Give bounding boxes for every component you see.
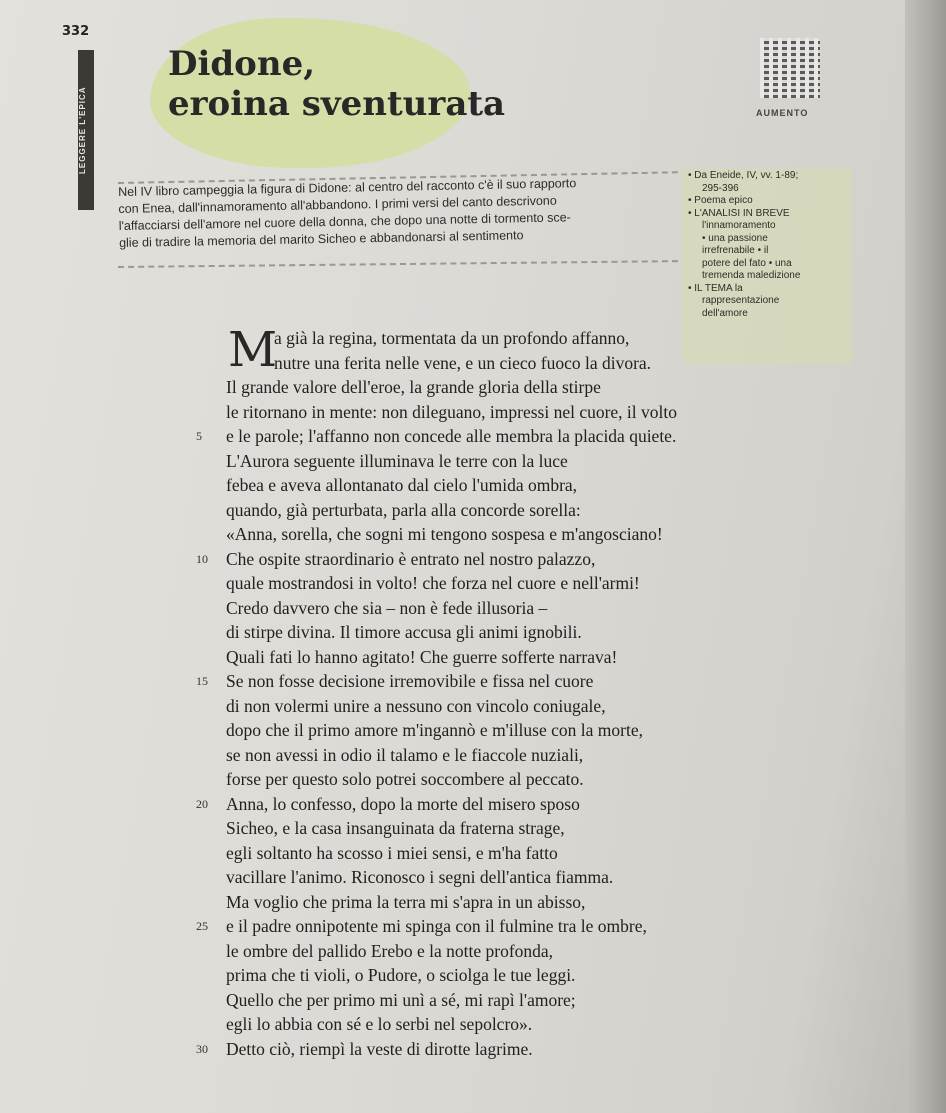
- line-number: 20: [196, 796, 208, 811]
- sidebar-note-line: rappresentazione: [702, 295, 780, 306]
- verse-line: prima che ti violi, o Pudore, o sciolga le tue leggi.: [226, 965, 576, 985]
- sidebar-note-line: • L'ANALISI IN BREVE: [688, 207, 790, 219]
- verse-line: le ritornano in mente: non dileguano, impressi nel cuore, il volto: [226, 401, 678, 422]
- verse-line: «Anna, sorella, che sogni mi tengono sospesa e m'angosciano!: [226, 524, 663, 544]
- sidebar-note-line: tremenda maledizione: [702, 270, 801, 281]
- sidebar-note-line: • una passione: [702, 232, 768, 244]
- section-strip: [78, 50, 94, 210]
- verse-line: quando, già perturbata, parla alla concorde sorella:: [226, 499, 581, 520]
- badge-label: AUMENTO: [756, 108, 809, 118]
- sidebar-note-line: potere del fato • una: [702, 257, 792, 269]
- verse-line: L'Aurora seguente illuminava le terre con la luce: [226, 450, 568, 471]
- verse-line: Credo davvero che sia – non è fede illusoria –: [226, 597, 548, 618]
- sidebar-note-line: 295-396: [702, 182, 739, 194]
- verse-line: Sicheo, e la casa insanguinata da fraterna strage,: [226, 818, 565, 838]
- drop-cap: M: [228, 322, 278, 378]
- verse-line: Ma voglio che prima la terra mi s'apra in un abisso,: [226, 891, 586, 912]
- sidebar-note-line: dell'amore: [702, 307, 748, 319]
- line-number: 5: [196, 429, 202, 443]
- verse-line: Quali fati lo hanno agitato! Che guerre sofferte narrava!: [226, 646, 618, 667]
- verse-line: nutre una ferita nelle vene, e un cieco fuoco la divora.: [274, 352, 652, 373]
- verse-line: febea e aveva allontanato dal cielo l'umida ombra,: [226, 475, 578, 495]
- page-title-line2: eroina sventurata: [168, 84, 506, 124]
- verse-line: Detto ciò, riempì la veste di dirotte lagrime.: [226, 1038, 533, 1059]
- intro-line: Nel IV libro campeggia la figura di Didone: al centro del racconto c'è il suo rapporto: [118, 176, 577, 199]
- verse-line: dopo che il primo amore m'ingannò e m'illuse con la morte,: [226, 720, 643, 740]
- page-edge: [905, 0, 946, 1113]
- intro-line: glie di tradire la memoria del marito Sicheo e abbandonarsi al sentimento: [118, 228, 524, 250]
- verse-line: le ombre del pallido Erebo e la notte profonda,: [226, 940, 554, 961]
- divider-bottom: [118, 260, 678, 268]
- qr-code-icon: [760, 38, 820, 98]
- intro-text: [118, 173, 689, 252]
- verse-line: Se non fosse decisione irremovibile e fissa nel cuore: [226, 671, 594, 691]
- verse-line: di stirpe divina. Il timore accusa gli animi ignobili.: [226, 622, 582, 642]
- verse-line: Anna, lo confesso, dopo la morte del misero sposo: [226, 793, 580, 814]
- intro-line: l'affacciarsi dell'amore nel cuore della donna, che dopo una notte di tormento sce-: [118, 210, 571, 233]
- sidebar-note-line: • Poema epico: [688, 195, 753, 206]
- page-number: 332: [62, 24, 90, 39]
- sidebar-notes: [688, 170, 848, 320]
- intro-line: con Enea, dall'innamoramento all'abbandono. I primi versi del canto descrivono: [118, 193, 557, 216]
- verse-line: vacillare l'animo. Riconosco i segni dell'antica fiamma.: [226, 867, 614, 887]
- verse-line: Il grande valore dell'eroe, la grande gloria della stirpe: [226, 377, 601, 397]
- verse-line: egli soltanto ha scosso i miei sensi, e m'ha fatto: [226, 842, 558, 863]
- verse-line: se non avessi in odio il talamo e le fiaccole nuziali,: [226, 744, 584, 765]
- line-number: 30: [196, 1041, 208, 1056]
- verse-line: Che ospite straordinario è entrato nel nostro palazzo,: [226, 548, 596, 569]
- page-title-line1: Didone,: [168, 44, 316, 84]
- section-strip-label: LEGGERE L'EPICA: [78, 86, 87, 174]
- verse-line: Quello che per primo mi unì a sé, mi rapì l'amore;: [226, 989, 576, 1010]
- verse-line: di non volermi unire a nessuno con vincolo coniugale,: [226, 695, 606, 716]
- verse-line: a già la regina, tormentata da un profondo affanno,: [274, 328, 630, 348]
- verse-line: e il padre onnipotente mi spinga con il fulmine tra le ombre,: [226, 916, 647, 936]
- verse-line: egli lo abbia con sé e lo serbi nel sepolcro».: [226, 1014, 533, 1034]
- sidebar-note-line: • IL TEMA la: [688, 282, 743, 294]
- sidebar-note-line: • Da Eneide, IV, vv. 1-89;: [688, 170, 799, 181]
- line-number: 10: [196, 551, 208, 566]
- verse-line: forse per questo solo potrei soccombere al peccato.: [226, 769, 584, 789]
- line-number: 15: [196, 674, 208, 688]
- sidebar-note-line: irrefrenabile • il: [702, 245, 769, 256]
- verse-line: e le parole; l'affanno non concede alle membra la placida quiete.: [226, 426, 677, 446]
- verse-line: quale mostrandosi in volto! che forza nel cuore e nell'armi!: [226, 573, 640, 593]
- sidebar-note-line: l'innamoramento: [702, 220, 776, 231]
- line-number: 25: [196, 919, 208, 933]
